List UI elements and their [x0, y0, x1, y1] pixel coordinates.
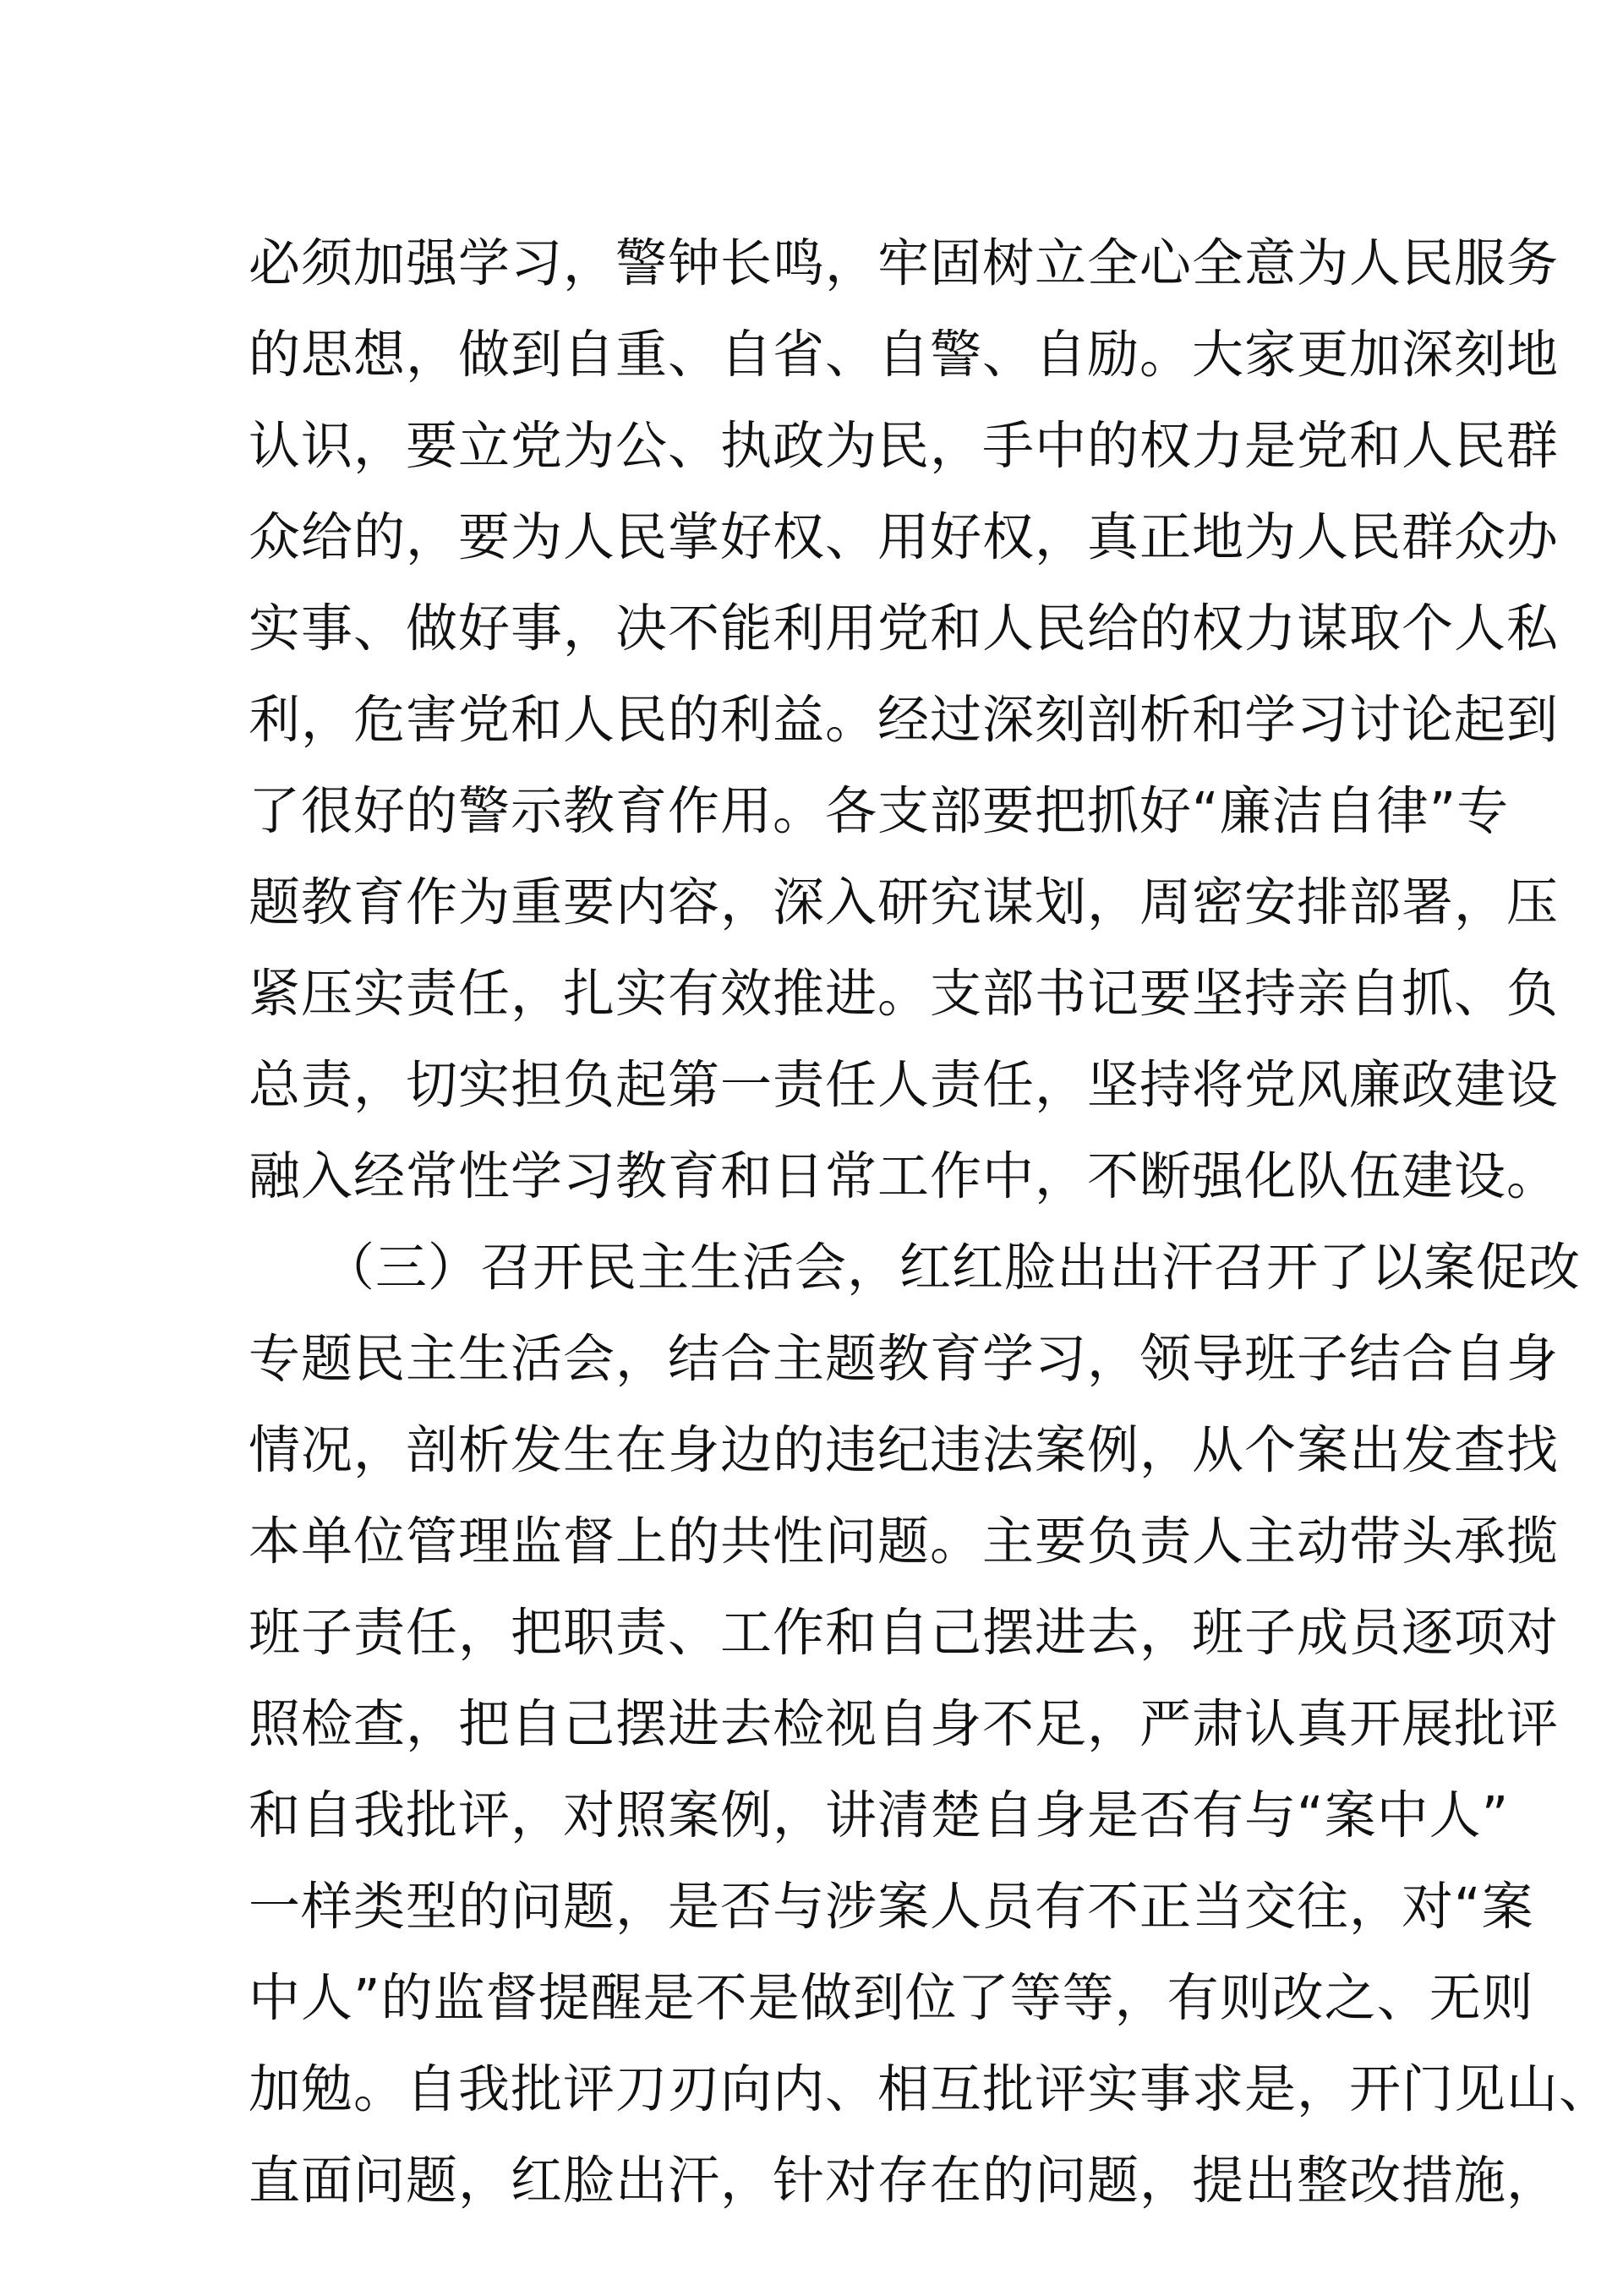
text-line-13: 专题民主生活会，结合主题教育学习，领导班子结合自身 [249, 1329, 1560, 1389]
text-line-9: 紧压实责任，扎实有效推进。支部书记要坚持亲自抓、负 [249, 964, 1560, 1024]
body-text [249, 218, 1612, 2227]
text-line-2: 的思想，做到自重、自省、自警、自励。大家更加深刻地 [249, 325, 1560, 385]
text-line-11: 融入经常性学习教育和日常工作中，不断强化队伍建设。 [249, 1146, 1560, 1206]
text-line-19: 一样类型的问题，是否与涉案人员有不正当交往，对“案 [249, 1877, 1534, 1937]
text-line-1: 必须加强学习，警钟长鸣，牢固树立全心全意为人民服务 [249, 233, 1560, 293]
text-line-8: 题教育作为重要内容，深入研究谋划，周密安排部署，压 [249, 872, 1560, 932]
text-line-22: 直面问题，红脸出汗，针对存在的问题，提出整改措施， [249, 2151, 1560, 2211]
section-heading-line: （三）召开民主生活会，红红脸出出汗召开了以案促改 [323, 1238, 1582, 1298]
text-line-3: 认识，要立党为公、执政为民，手中的权力是党和人民群 [249, 416, 1560, 476]
text-line-5: 实事、做好事，决不能利用党和人民给的权力谋取个人私 [249, 599, 1560, 659]
text-line-17: 照检查，把自己摆进去检视自身不足，严肃认真开展批评 [249, 1694, 1560, 1754]
text-line-21: 加勉。自我批评刀刃向内、相互批评实事求是，开门见山、 [249, 2059, 1612, 2119]
text-line-10: 总责，切实担负起第一责任人责任，坚持将党风廉政建设 [249, 1055, 1560, 1115]
text-line-6: 利，危害党和人民的利益。经过深刻剖析和学习讨论起到 [249, 690, 1560, 750]
text-line-20: 中人”的监督提醒是不是做到位了等等，有则改之、无则 [249, 1968, 1534, 2028]
text-line-16: 班子责任，把职责、工作和自己摆进去，班子成员逐项对 [249, 1603, 1560, 1663]
text-line-14: 情况，剖析发生在身边的违纪违法案例，从个案出发查找 [249, 1420, 1560, 1480]
text-line-18: 和自我批评，对照案例，讲清楚自身是否有与“案中人” [249, 1785, 1510, 1845]
text-line-7: 了很好的警示教育作用。各支部要把抓好“廉洁自律”专 [249, 781, 1510, 841]
text-line-15: 本单位管理监督上的共性问题。主要负责人主动带头承揽 [249, 1512, 1560, 1572]
text-line-4: 众给的，要为人民掌好权、用好权，真正地为人民群众办 [249, 507, 1560, 567]
